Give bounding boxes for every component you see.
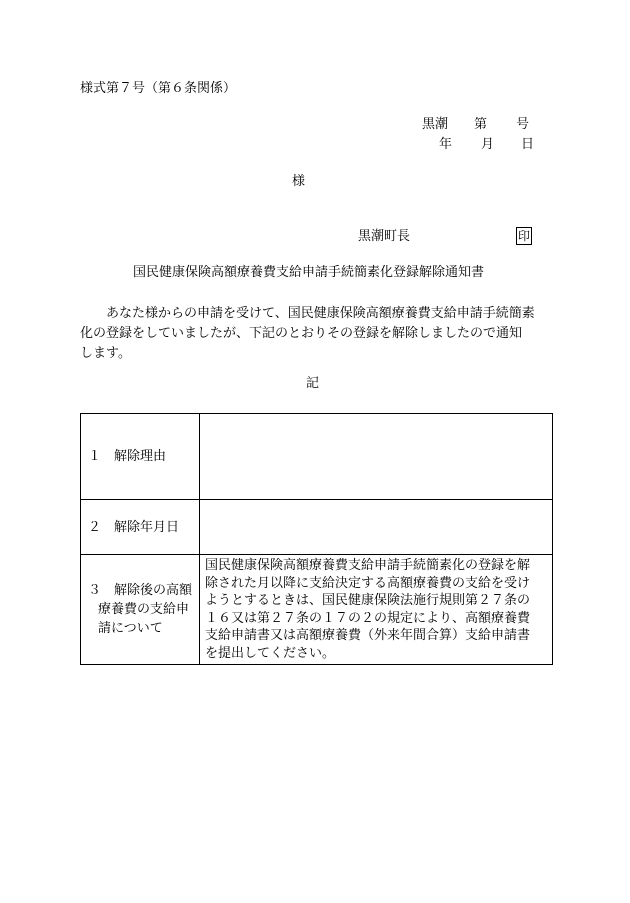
row-value-line: ようとするときは、国民健康保険法施行規則第２７条の [205,593,531,608]
document-number [422,117,529,133]
table-row [81,555,553,665]
document-number-dai: 第 [474,117,488,132]
row-label-line: 療養費の支給申 [98,602,190,617]
cancellation-reason-value [200,414,553,500]
notice-body-line: します。 [80,346,131,361]
notice-body-line: あなた様からの申請を受けて、国民健康保険高額療養費支給申請手続簡素 [106,306,535,321]
table-row [81,414,553,500]
row-value-line: を提出してください。 [205,645,336,661]
table-row [81,500,553,555]
seal-stamp: 印 [517,229,530,243]
row-label-line: １ 解除理由 [88,449,167,464]
notice-body-line: 化の登録をしていましたが、下記のとおりその登録を解除しましたので通知 [80,326,523,341]
issue-date [439,137,534,153]
row-label-line: ３ 解除後の高額 [88,583,193,598]
row-value-line: １６又は第２７条の１７の２の規定により、高額療養費 [205,610,531,626]
document-number-go: 号 [516,117,530,132]
row-value-line: 除された月以降に支給決定する高額療養費の支給を受け [205,575,531,591]
addressee-suffix: 様 [292,174,306,189]
row-label-line: ２ 解除年月日 [88,519,180,535]
notice-body [80,304,555,364]
cancellation-reason-label [81,414,200,500]
document-number-prefix: 黒潮 [422,117,449,132]
row-value-line: 国民健康保険高額療養費支給申請手続簡素化の登録を解 [205,558,531,573]
date-day-label: 日 [521,137,535,152]
issuer-title: 黒潮町長 [358,229,411,244]
row-value-line: 支給申請書又は高額療養費（外来年間合算）支給申請書 [205,628,531,643]
ki-heading: 記 [306,376,320,391]
date-year-label: 年 [439,137,453,152]
form-number: 様式第７号（第６条関係） [80,81,237,96]
after-cancellation-value [200,555,553,665]
row-label-line: 請について [98,621,163,636]
cancellation-date-label [81,500,200,555]
after-cancellation-label [81,555,200,665]
notice-title: 国民健康保険高額療養費支給申請手続簡素化登録解除通知書 [133,265,485,280]
details-table [80,413,553,665]
cancellation-date-value [200,500,553,555]
date-month-label: 月 [481,137,495,152]
